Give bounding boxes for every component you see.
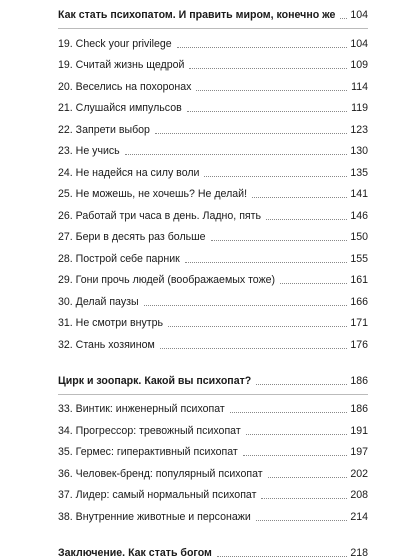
toc-entry[interactable] xyxy=(58,416,368,438)
toc-entry-label: 22. Запрети выбор xyxy=(58,123,150,136)
toc-entry-page-number: 171 xyxy=(350,317,368,329)
dot-leader xyxy=(189,68,347,69)
toc-entry-page-number: 141 xyxy=(350,188,368,200)
toc-entry[interactable] xyxy=(58,51,368,73)
toc-entry-page-number: 135 xyxy=(350,166,368,179)
toc-entry-page-number: 214 xyxy=(350,510,368,523)
toc-entry-page-number: 119 xyxy=(351,102,368,114)
toc-entry-page-number: 130 xyxy=(350,145,368,157)
toc-entry-label: 34. Прогрессор: тревожный психопат xyxy=(58,424,241,437)
toc-entry-page-number: 197 xyxy=(350,446,368,458)
toc-entry-label: 38. Внутренние животные и персонажи xyxy=(58,510,251,523)
toc-entry-label: 37. Лидер: самый нормальный психопат xyxy=(58,489,257,501)
dot-leader xyxy=(204,176,347,177)
dot-leader xyxy=(125,154,347,155)
toc-entry-label: 19. Считай жизнь щедрой xyxy=(58,59,185,71)
toc-entry-page-number: 109 xyxy=(350,59,368,71)
toc-entry-label: 32. Стань хозяином xyxy=(58,338,155,351)
toc-entry-page-number: 161 xyxy=(350,274,368,286)
toc-entry-label: 26. Работай три часа в день. Ладно, пять xyxy=(58,209,262,222)
toc-entry-label: 29. Гони прочь людей (воображаемых тоже) xyxy=(58,274,276,286)
toc-entry[interactable] xyxy=(58,115,368,137)
dot-leader xyxy=(160,348,347,349)
toc-entry[interactable] xyxy=(58,137,368,159)
dot-leader xyxy=(168,326,347,327)
toc-entry-label: 28. Построй себе парник xyxy=(58,252,180,265)
section-heading[interactable] xyxy=(58,538,368,560)
dot-leader xyxy=(256,520,347,521)
toc-entry-page-number: 202 xyxy=(350,467,368,480)
dot-leader xyxy=(266,219,347,220)
table-of-contents xyxy=(58,0,368,560)
section-heading[interactable] xyxy=(58,366,368,388)
toc-entry[interactable] xyxy=(58,502,368,524)
toc-entry[interactable] xyxy=(58,459,368,481)
toc-entry[interactable] xyxy=(58,287,368,309)
dot-leader xyxy=(256,384,347,385)
toc-entry-label: 30. Делай паузы xyxy=(58,295,139,308)
section-heading-label: Заключение. Как стать богом xyxy=(58,546,212,559)
dot-leader xyxy=(268,477,347,478)
toc-entry-page-number: 166 xyxy=(350,295,368,308)
toc-entry[interactable] xyxy=(58,180,368,202)
toc-entry-label: 23. Не учись xyxy=(58,145,120,157)
toc-entry-page-number: 176 xyxy=(350,338,368,351)
dot-leader xyxy=(185,262,347,263)
toc-entry-page-number: 150 xyxy=(350,231,368,243)
toc-entry-page-number: 208 xyxy=(350,489,368,501)
toc-entry-label: 36. Человек-бренд: популярный психопат xyxy=(58,467,263,480)
toc-entry[interactable] xyxy=(58,309,368,331)
toc-entry[interactable] xyxy=(58,72,368,94)
toc-entry-label: 27. Бери в десять раз больше xyxy=(58,231,206,243)
toc-entry-label: 33. Винтик: инженерный психопат xyxy=(58,403,225,415)
dot-leader xyxy=(246,434,347,435)
section-heading-page-number: 218 xyxy=(350,546,368,559)
dot-leader xyxy=(155,133,347,134)
toc-entry-label: 25. Не можешь, не хочешь? Не делай! xyxy=(58,188,248,200)
toc-entry[interactable] xyxy=(58,266,368,288)
toc-entry[interactable] xyxy=(58,201,368,223)
dot-leader xyxy=(187,111,347,112)
dot-leader xyxy=(280,283,347,284)
toc-entry-page-number: 191 xyxy=(350,424,368,437)
dot-leader xyxy=(243,455,347,456)
toc-entry[interactable] xyxy=(58,158,368,180)
toc-entry[interactable] xyxy=(58,244,368,266)
dot-leader xyxy=(196,90,347,91)
toc-entry-page-number: 104 xyxy=(350,37,368,50)
toc-entry-label: 21. Слушайся импульсов xyxy=(58,102,182,114)
dot-leader xyxy=(340,18,347,19)
toc-entry-page-number: 114 xyxy=(351,80,368,93)
dot-leader xyxy=(252,197,347,198)
toc-entry-label: 19. Check your privilege xyxy=(58,37,172,50)
toc-entry[interactable] xyxy=(58,395,368,417)
toc-entry-page-number: 186 xyxy=(350,403,368,415)
section-heading-page-number: 104 xyxy=(350,9,368,21)
section-heading-label: Как стать психопатом. И править миром, конечно же xyxy=(58,9,336,21)
dot-leader xyxy=(261,498,347,499)
toc-entry[interactable] xyxy=(58,94,368,116)
toc-entry[interactable] xyxy=(58,29,368,51)
toc-entry-label: 20. Веселись на похоронах xyxy=(58,80,192,93)
section-gap xyxy=(58,352,368,366)
toc-entry-page-number: 123 xyxy=(350,123,368,136)
toc-entry-page-number: 146 xyxy=(350,209,368,222)
dot-leader xyxy=(217,556,347,557)
toc-entry-label: 24. Не надейся на силу воли xyxy=(58,166,200,179)
toc-entry[interactable] xyxy=(58,330,368,352)
toc-entry[interactable] xyxy=(58,481,368,503)
toc-entry-page-number: 155 xyxy=(350,252,368,265)
toc-entry[interactable] xyxy=(58,438,368,460)
dot-leader xyxy=(177,47,347,48)
section-heading[interactable] xyxy=(58,0,368,22)
toc-entry[interactable] xyxy=(58,223,368,245)
section-heading-label: Цирк и зоопарк. Какой вы психопат? xyxy=(58,374,252,387)
dot-leader xyxy=(230,412,347,413)
section-gap xyxy=(58,524,368,538)
section-heading-page-number: 186 xyxy=(350,374,368,387)
toc-entry-label: 35. Гермес: гиперактивный психопат xyxy=(58,446,238,458)
dot-leader xyxy=(211,240,347,241)
dot-leader xyxy=(144,305,347,306)
toc-entry-label: 31. Не смотри внутрь xyxy=(58,317,164,329)
